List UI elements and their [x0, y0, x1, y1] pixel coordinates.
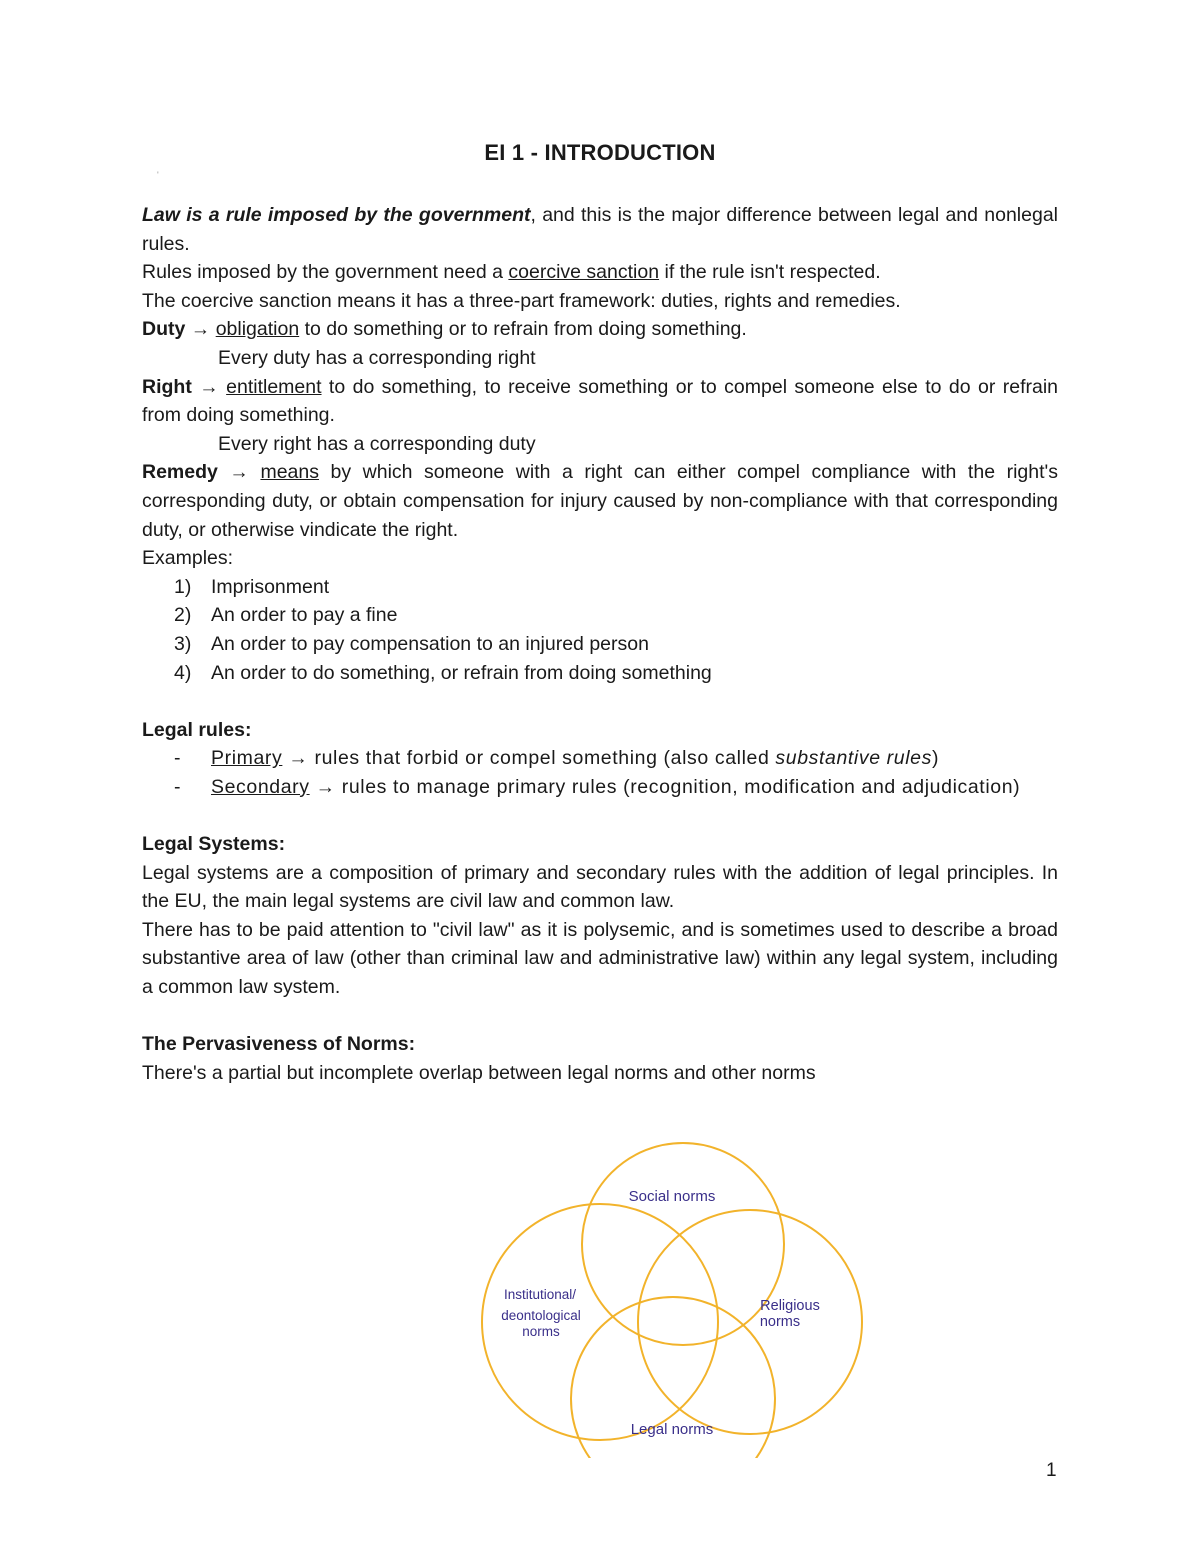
- primary-close: ): [931, 747, 940, 770]
- institutional-label-line1: Institutional/: [503, 1287, 577, 1302]
- legal-norms-label: Legal norms: [630, 1421, 714, 1438]
- legal-rules-heading: Legal rules:: [142, 718, 252, 741]
- list-text: An order to pay a fine: [211, 604, 398, 627]
- legal-systems-paragraph: Legal systems are a composition of primary and secondary rules with the addition of legal principles. In the EU, the main legal systems are civil law and common law.: [142, 861, 1058, 913]
- duty-note: Every duty has a corresponding right: [218, 346, 536, 369]
- coercive-sanction-paragraph: [142, 258, 1058, 287]
- list-text: An order to pay compensation to an injured person: [211, 632, 649, 655]
- list-item: [142, 630, 1058, 659]
- spacer: [142, 801, 1058, 830]
- dash-bullet: -: [174, 775, 182, 798]
- stray-mark: ': [157, 170, 159, 180]
- secondary-def: → rules to manage primary rules (recognition, modification and adjudication): [309, 775, 1021, 798]
- remedy-term: Remedy: [142, 461, 218, 484]
- legal-systems-heading: Legal Systems:: [142, 833, 286, 856]
- secondary-rule: [211, 773, 1058, 802]
- list-number: 2): [174, 604, 192, 627]
- document-body: [142, 201, 1058, 1087]
- list-number: 4): [174, 661, 192, 684]
- secondary-term: Secondary: [211, 775, 310, 798]
- list-text: An order to do something, or refrain from doing something: [211, 661, 712, 684]
- duty-arrow: →: [185, 318, 216, 341]
- law-definition-rest: , and this is the major difference between legal and nonlegal rules.: [142, 204, 1058, 255]
- primary-rule: [211, 744, 1058, 773]
- right-definition: [142, 373, 1058, 430]
- page-title: EI 1 - INTRODUCTION: [484, 140, 716, 165]
- coercive-sanction-term: coercive sanction: [508, 261, 660, 284]
- law-definition-paragraph: [142, 201, 1058, 258]
- duty-term: Duty: [142, 318, 186, 341]
- norms-venn-diagram: [470, 1136, 870, 1466]
- religious-label-line2: norms: [759, 1314, 801, 1330]
- list-number: 3): [174, 632, 192, 655]
- right-term: Right: [142, 375, 192, 398]
- list-text: Imprisonment: [211, 575, 330, 598]
- remedy-key: means: [260, 461, 319, 484]
- primary-italic: substantive rules: [775, 747, 932, 770]
- law-definition-bold: Law is a rule imposed by the government: [142, 204, 531, 226]
- spacer: [142, 687, 1058, 716]
- spacer: [142, 1002, 1058, 1031]
- right-def: to do something, to receive something or to compel someone else to do or refrain from doing something.: [142, 375, 1058, 427]
- institutional-label-line3: norms: [522, 1324, 560, 1339]
- religious-label-line1: Religious: [760, 1298, 820, 1314]
- list-item: [142, 744, 1058, 773]
- right-key: entitlement: [226, 375, 322, 398]
- social-norms-circle: [582, 1143, 784, 1345]
- remedy-def: by which someone with a right can either compel compliance with the right's corresponding duty, or obtain compensation for injury caused by non-compliance with that corresponding duty, or otherwise vindicate the right.: [142, 461, 1058, 541]
- rules-text-a: Rules imposed by the government need a: [142, 261, 509, 284]
- page-number: 1: [1046, 1460, 1057, 1481]
- examples-label: Examples:: [142, 547, 234, 570]
- primary-def: → rules that forbid or compel something (also called: [282, 747, 776, 770]
- duty-key: obligation: [215, 318, 300, 341]
- list-item: [142, 773, 1058, 802]
- duty-definition: [142, 315, 1058, 344]
- right-arrow: →: [191, 375, 227, 398]
- primary-term: Primary: [211, 747, 283, 770]
- right-note: Every right has a corresponding duty: [218, 432, 536, 455]
- civil-law-paragraph: There has to be paid attention to "civil law" as it is polysemic, and is sometimes used to describe a broad substantive area of law (other than criminal law and administrative law) within any legal system, including a common law system.: [142, 918, 1058, 999]
- institutional-label-line2: deontological: [501, 1308, 581, 1323]
- list-item: [142, 573, 1058, 602]
- dash-bullet: -: [174, 747, 182, 770]
- list-item: [142, 659, 1058, 688]
- framework-paragraph: The coercive sanction means it has a three-part framework: duties, rights and remedies.: [142, 289, 901, 312]
- list-item: [142, 601, 1058, 630]
- social-norms-label: Social norms: [628, 1188, 716, 1205]
- rules-text-b: if the rule isn't respected.: [659, 261, 881, 284]
- remedy-definition: [142, 458, 1058, 544]
- remedy-arrow: →: [217, 461, 261, 484]
- norms-paragraph: There's a partial but incomplete overlap between legal norms and other norms: [142, 1061, 816, 1084]
- religious-norms-circle: [638, 1210, 862, 1434]
- norms-heading: The Pervasiveness of Norms:: [142, 1033, 416, 1056]
- duty-def: to do something or to refrain from doing something.: [299, 318, 747, 341]
- list-number: 1): [174, 575, 192, 598]
